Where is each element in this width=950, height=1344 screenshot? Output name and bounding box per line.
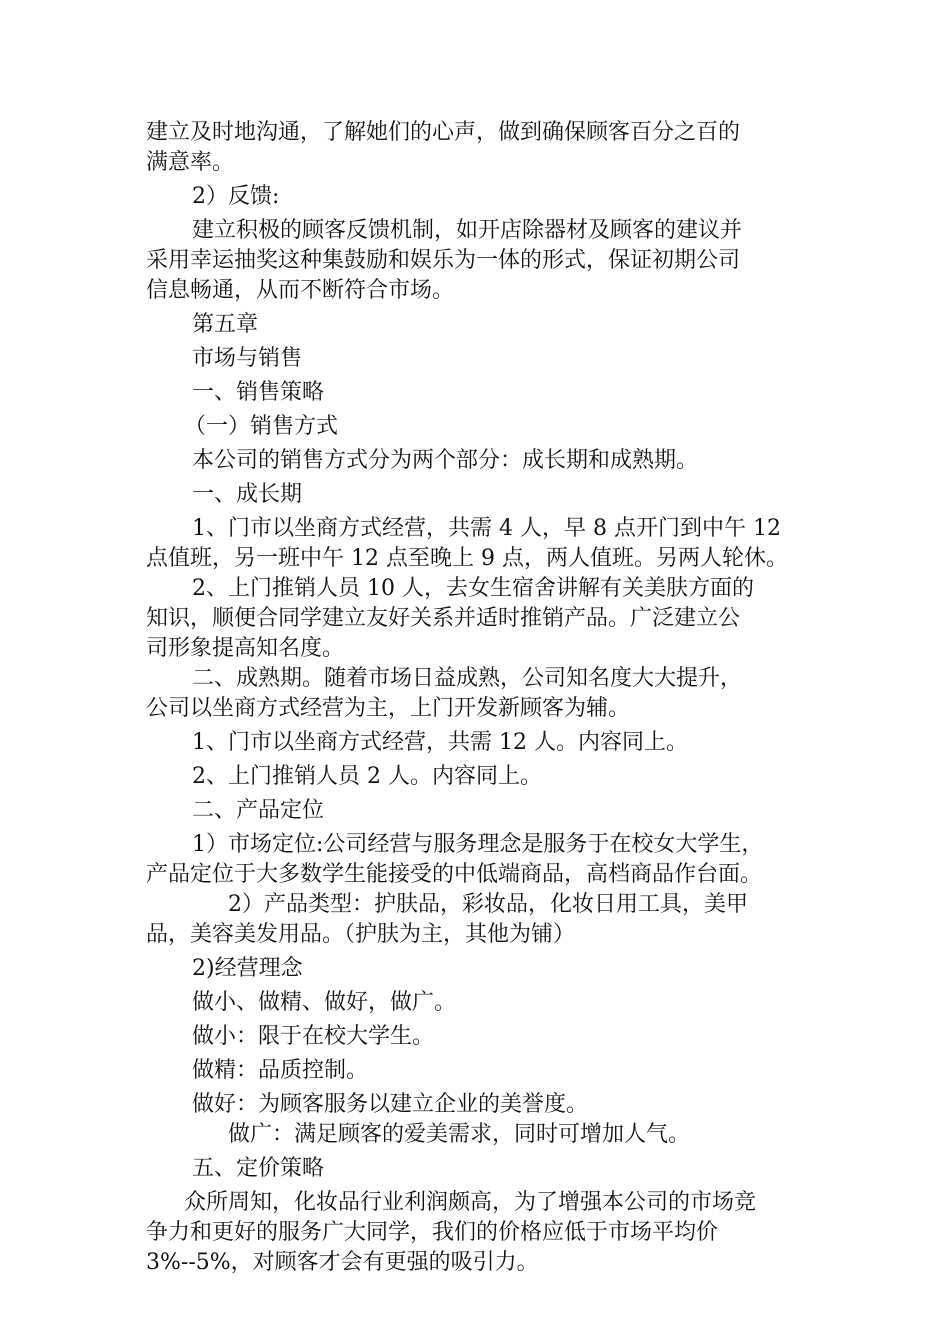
paragraph-line: 做广：满足顾客的爱美需求，同时可增加人气。 <box>228 1122 691 1147</box>
section-heading: 五、定价策略 <box>192 1156 325 1181</box>
paragraph-line: 二、成熟期。随着市场日益成熟，公司知名度大大提升， <box>192 666 743 691</box>
paragraph-line: 公司以坐商方式经营为主，上门开发新顾客为辅。 <box>146 696 631 721</box>
paragraph-line: 本公司的销售方式分为两个部分：成长期和成熟期。 <box>192 448 699 473</box>
paragraph-line: 2、上门推销人员 10 人，去女生宿舍讲解有关美肤方面的 <box>192 576 754 601</box>
paragraph-line: 做小：限于在校大学生。 <box>192 1024 435 1049</box>
paragraph-line: 争力和更好的服务广大同学，我们的价格应低于市场平均价 <box>146 1220 719 1245</box>
paragraph-line: 信息畅通，从而不断符合市场。 <box>146 278 455 303</box>
paragraph-line: 做好：为顾客服务以建立企业的美誉度。 <box>192 1092 589 1117</box>
paragraph-line: 1）市场定位:公司经营与服务理念是服务于在校女大学生， <box>192 832 764 857</box>
section-heading: 2)经营理念 <box>192 956 303 981</box>
paragraph-line: 知识，顺便合同学建立友好关系并适时推销产品。广泛建立公 <box>146 606 741 631</box>
paragraph-line: 1、门市以坐商方式经营，共需 4 人，早 8 点开门到中午 12 <box>192 516 781 541</box>
section-heading: 一、销售策略 <box>192 380 325 405</box>
paragraph-line: 1、门市以坐商方式经营，共需 12 人。内容同上。 <box>192 730 688 755</box>
paragraph-line: 采用幸运抽奖这种集鼓励和娱乐为一体的形式，保证初期公司 <box>146 248 741 273</box>
paragraph-line: 满意率。 <box>146 150 235 175</box>
chapter-heading: 第五章 <box>192 312 259 337</box>
paragraph-line: 3%--5%，对顾客才会有更强的吸引力。 <box>146 1250 539 1275</box>
paragraph-line: 2）反馈: <box>192 184 280 209</box>
paragraph-line: 建立积极的顾客反馈机制，如开店除器材及顾客的建议并 <box>192 218 743 243</box>
section-heading: 二、产品定位 <box>192 798 325 823</box>
document-body <box>146 118 826 1278</box>
paragraph-line: 众所周知，化妆品行业利润颇高，为了增强本公司的市场竞 <box>184 1190 757 1215</box>
paragraph-line: 品，美容美发用品。（护肤为主，其他为铺） <box>146 922 576 947</box>
paragraph-line: 建立及时地沟通，了解她们的心声，做到确保顾客百分之百的 <box>146 120 741 145</box>
paragraph-line: 做小、做精、做好，做广。 <box>192 990 457 1015</box>
section-heading: 市场与销售 <box>192 346 303 371</box>
paragraph-line: 点值班，另一班中午 12 点至晚上 9 点，两人值班。另两人轮休。 <box>146 546 788 571</box>
paragraph-line: 2、上门推销人员 2 人。内容同上。 <box>192 764 542 789</box>
paragraph-line: 2）产品类型：护肤品，彩妆品，化妆日用工具，美甲 <box>228 892 748 917</box>
paragraph-line: 做精：品质控制。 <box>192 1058 369 1083</box>
paragraph-line: 产品定位于大多数学生能接受的中低端商品，高档商品作台面。 <box>146 862 763 887</box>
section-heading: （一）销售方式 <box>184 414 339 439</box>
section-heading: 一、成长期 <box>192 482 303 507</box>
paragraph-line: 司形象提高知名度。 <box>146 636 345 661</box>
